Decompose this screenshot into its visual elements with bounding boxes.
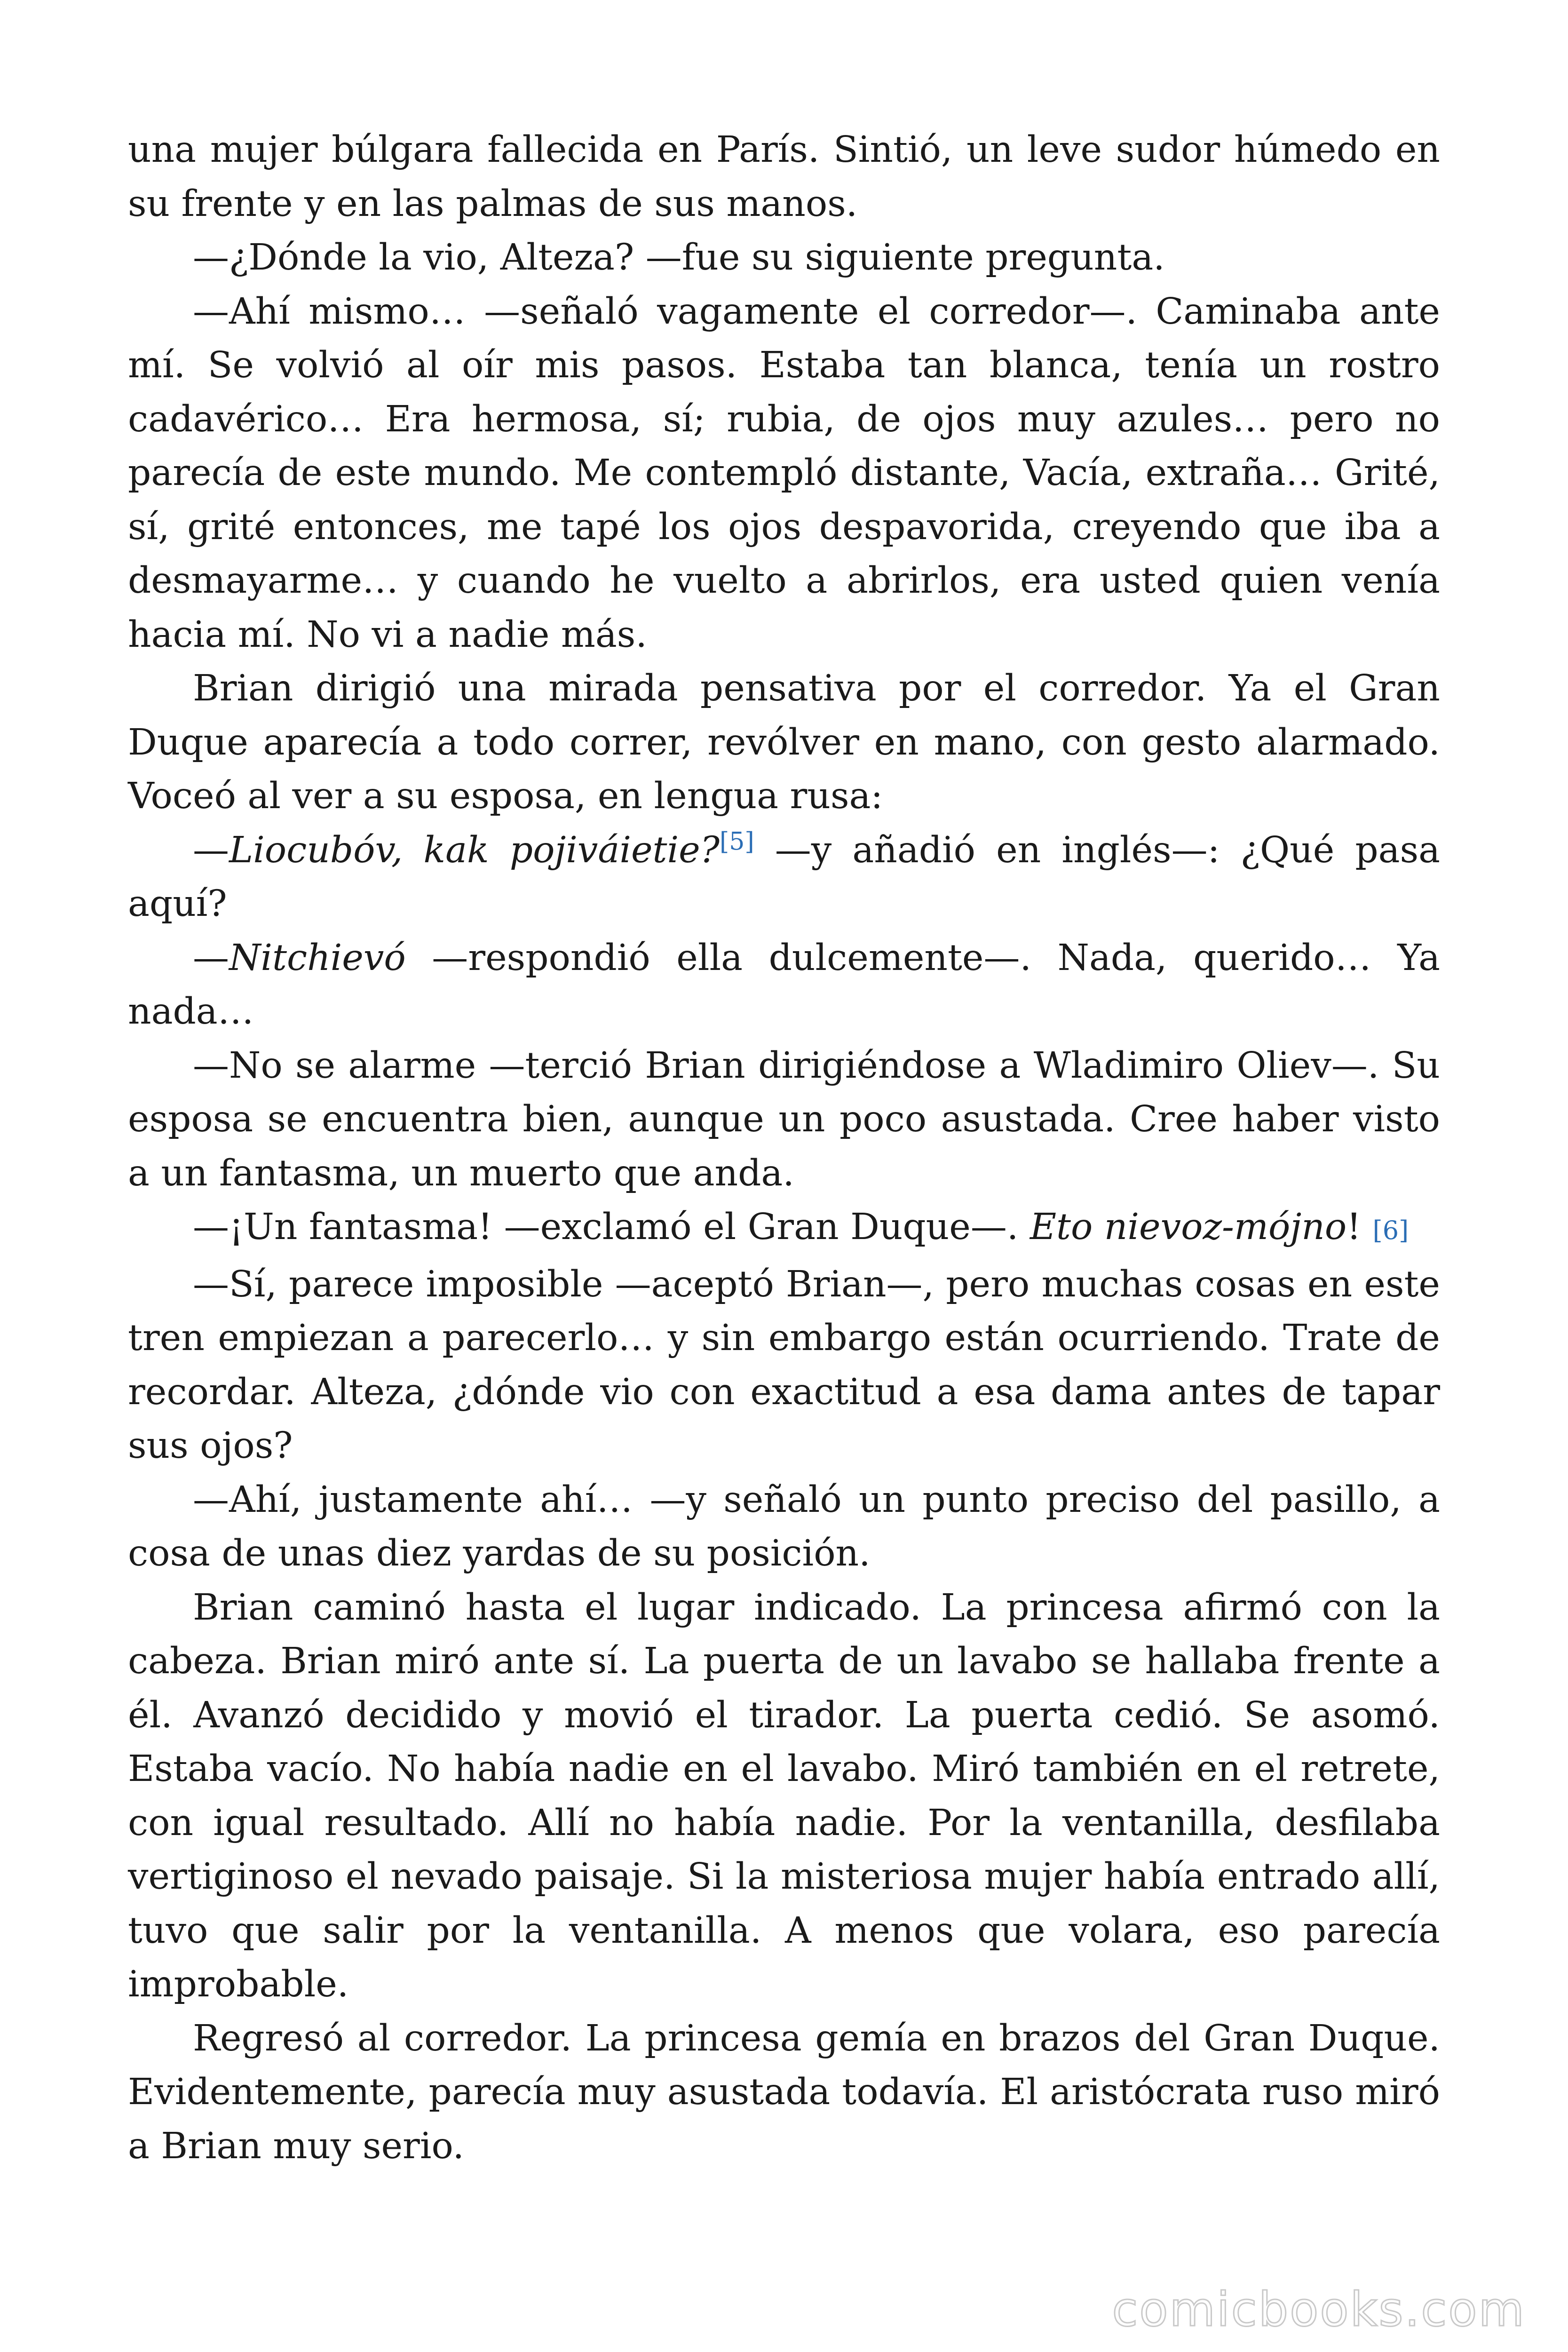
paragraph [128, 1473, 1440, 1581]
text-run: —¡Un fantasma! —exclamó el Gran Duque—. [193, 1206, 1030, 1248]
paragraph [128, 931, 1440, 1039]
watermark: comicbooks.com [1112, 2282, 1526, 2337]
paragraph [128, 662, 1440, 824]
text-run: Brian dirigió una mirada pensativa por el corredor. Ya el Gran Duque aparecía a todo correr, revólver en mano, con gesto alarmado. Voceó al ver a su esposa, en lengua rusa: [128, 667, 1440, 817]
italic-phrase: Liocubóv, kak pojiváietie? [229, 829, 720, 871]
text-run: ! [1346, 1206, 1373, 1248]
text-run: —Ahí mismo… —señaló vagamente el corredor—. Caminaba ante mí. Se volvió al oír mis pasos. Estaba tan blanca, tenía un rostro cadavérico… Era hermosa, sí; rubia, de ojos muy azules… pero no parecía de este mundo. Me contempló distante, Vacía, extraña… Grité, sí, grité entonces, me tapé los ojos despavorida, creyendo que iba a desmayarme… y cuando he vuelto a abrirlos, era usted quien venía hacia mí. No vi a nadie más. [128, 290, 1440, 656]
text-run: —y añadió en inglés—: ¿Qué pasa aquí? [128, 829, 1441, 925]
text-run: —¿Dónde la vio, Alteza? —fue su siguiente pregunta. [193, 237, 1165, 278]
footnote-link[interactable]: [5] [719, 827, 754, 856]
paragraph [128, 231, 1440, 285]
paragraph [128, 1039, 1440, 1201]
text-run: —No se alarme —terció Brian dirigiéndose a Wladimiro Oliev—. Su esposa se encuentra bien, aunque un poco asustada. Cree haber visto a un fantasma, un muerto que anda. [128, 1044, 1440, 1194]
text-run: — [193, 937, 229, 979]
footnote-link[interactable]: [6] [1372, 1216, 1409, 1245]
text-run: Regresó al corredor. La princesa gemía en brazos del Gran Duque. Evidentemente, parecía muy asustada todavía. El aristócrata ruso miró a Brian muy serio. [128, 2017, 1440, 2167]
paragraph [128, 1200, 1440, 1258]
text-run: —respondió ella dulcemente—. Nada, querido… Ya nada… [128, 937, 1440, 1033]
text-run: — [193, 829, 229, 871]
page-body [128, 123, 1440, 2173]
paragraph [128, 1581, 1440, 2012]
italic-phrase: Nitchievó [229, 937, 406, 979]
text-run: Brian caminó hasta el lugar indicado. La princesa afirmó con la cabeza. Brian miró ante sí. La puerta de un lavabo se hallaba frente a él. Avanzó decidido y movió el tirador. La puerta cedió. Se asomó. Estaba vacío. No había nadie en el lavabo. Miró también en el retrete, con igual resultado. Allí no había nadie. Por la ventanilla, desfilaba vertiginoso el nevado paisaje. Si la misteriosa mujer había entrado allí, tuvo que salir por la ventanilla. A menos que volara, eso parecía improbable. [128, 1586, 1440, 2005]
text-run: una mujer búlgara fallecida en París. Sintió, un leve sudor húmedo en su frente y en las palmas de sus manos. [128, 129, 1440, 225]
text-run: —Sí, parece imposible —aceptó Brian—, pero muchas cosas en este tren empiezan a parecerlo… y sin embargo están ocurriendo. Trate de recordar. Alteza, ¿dónde vio con exactitud a esa dama antes de tapar sus ojos? [128, 1263, 1440, 1467]
italic-phrase: Eto nievoz-mójno [1029, 1206, 1347, 1248]
paragraph [128, 123, 1440, 231]
paragraph [128, 285, 1440, 662]
paragraph [128, 1258, 1440, 1473]
paragraph [128, 2012, 1440, 2174]
paragraph [128, 824, 1440, 931]
text-run: —Ahí, justamente ahí… —y señaló un punto preciso del pasillo, a cosa de unas diez yardas de su posición. [128, 1478, 1440, 1574]
